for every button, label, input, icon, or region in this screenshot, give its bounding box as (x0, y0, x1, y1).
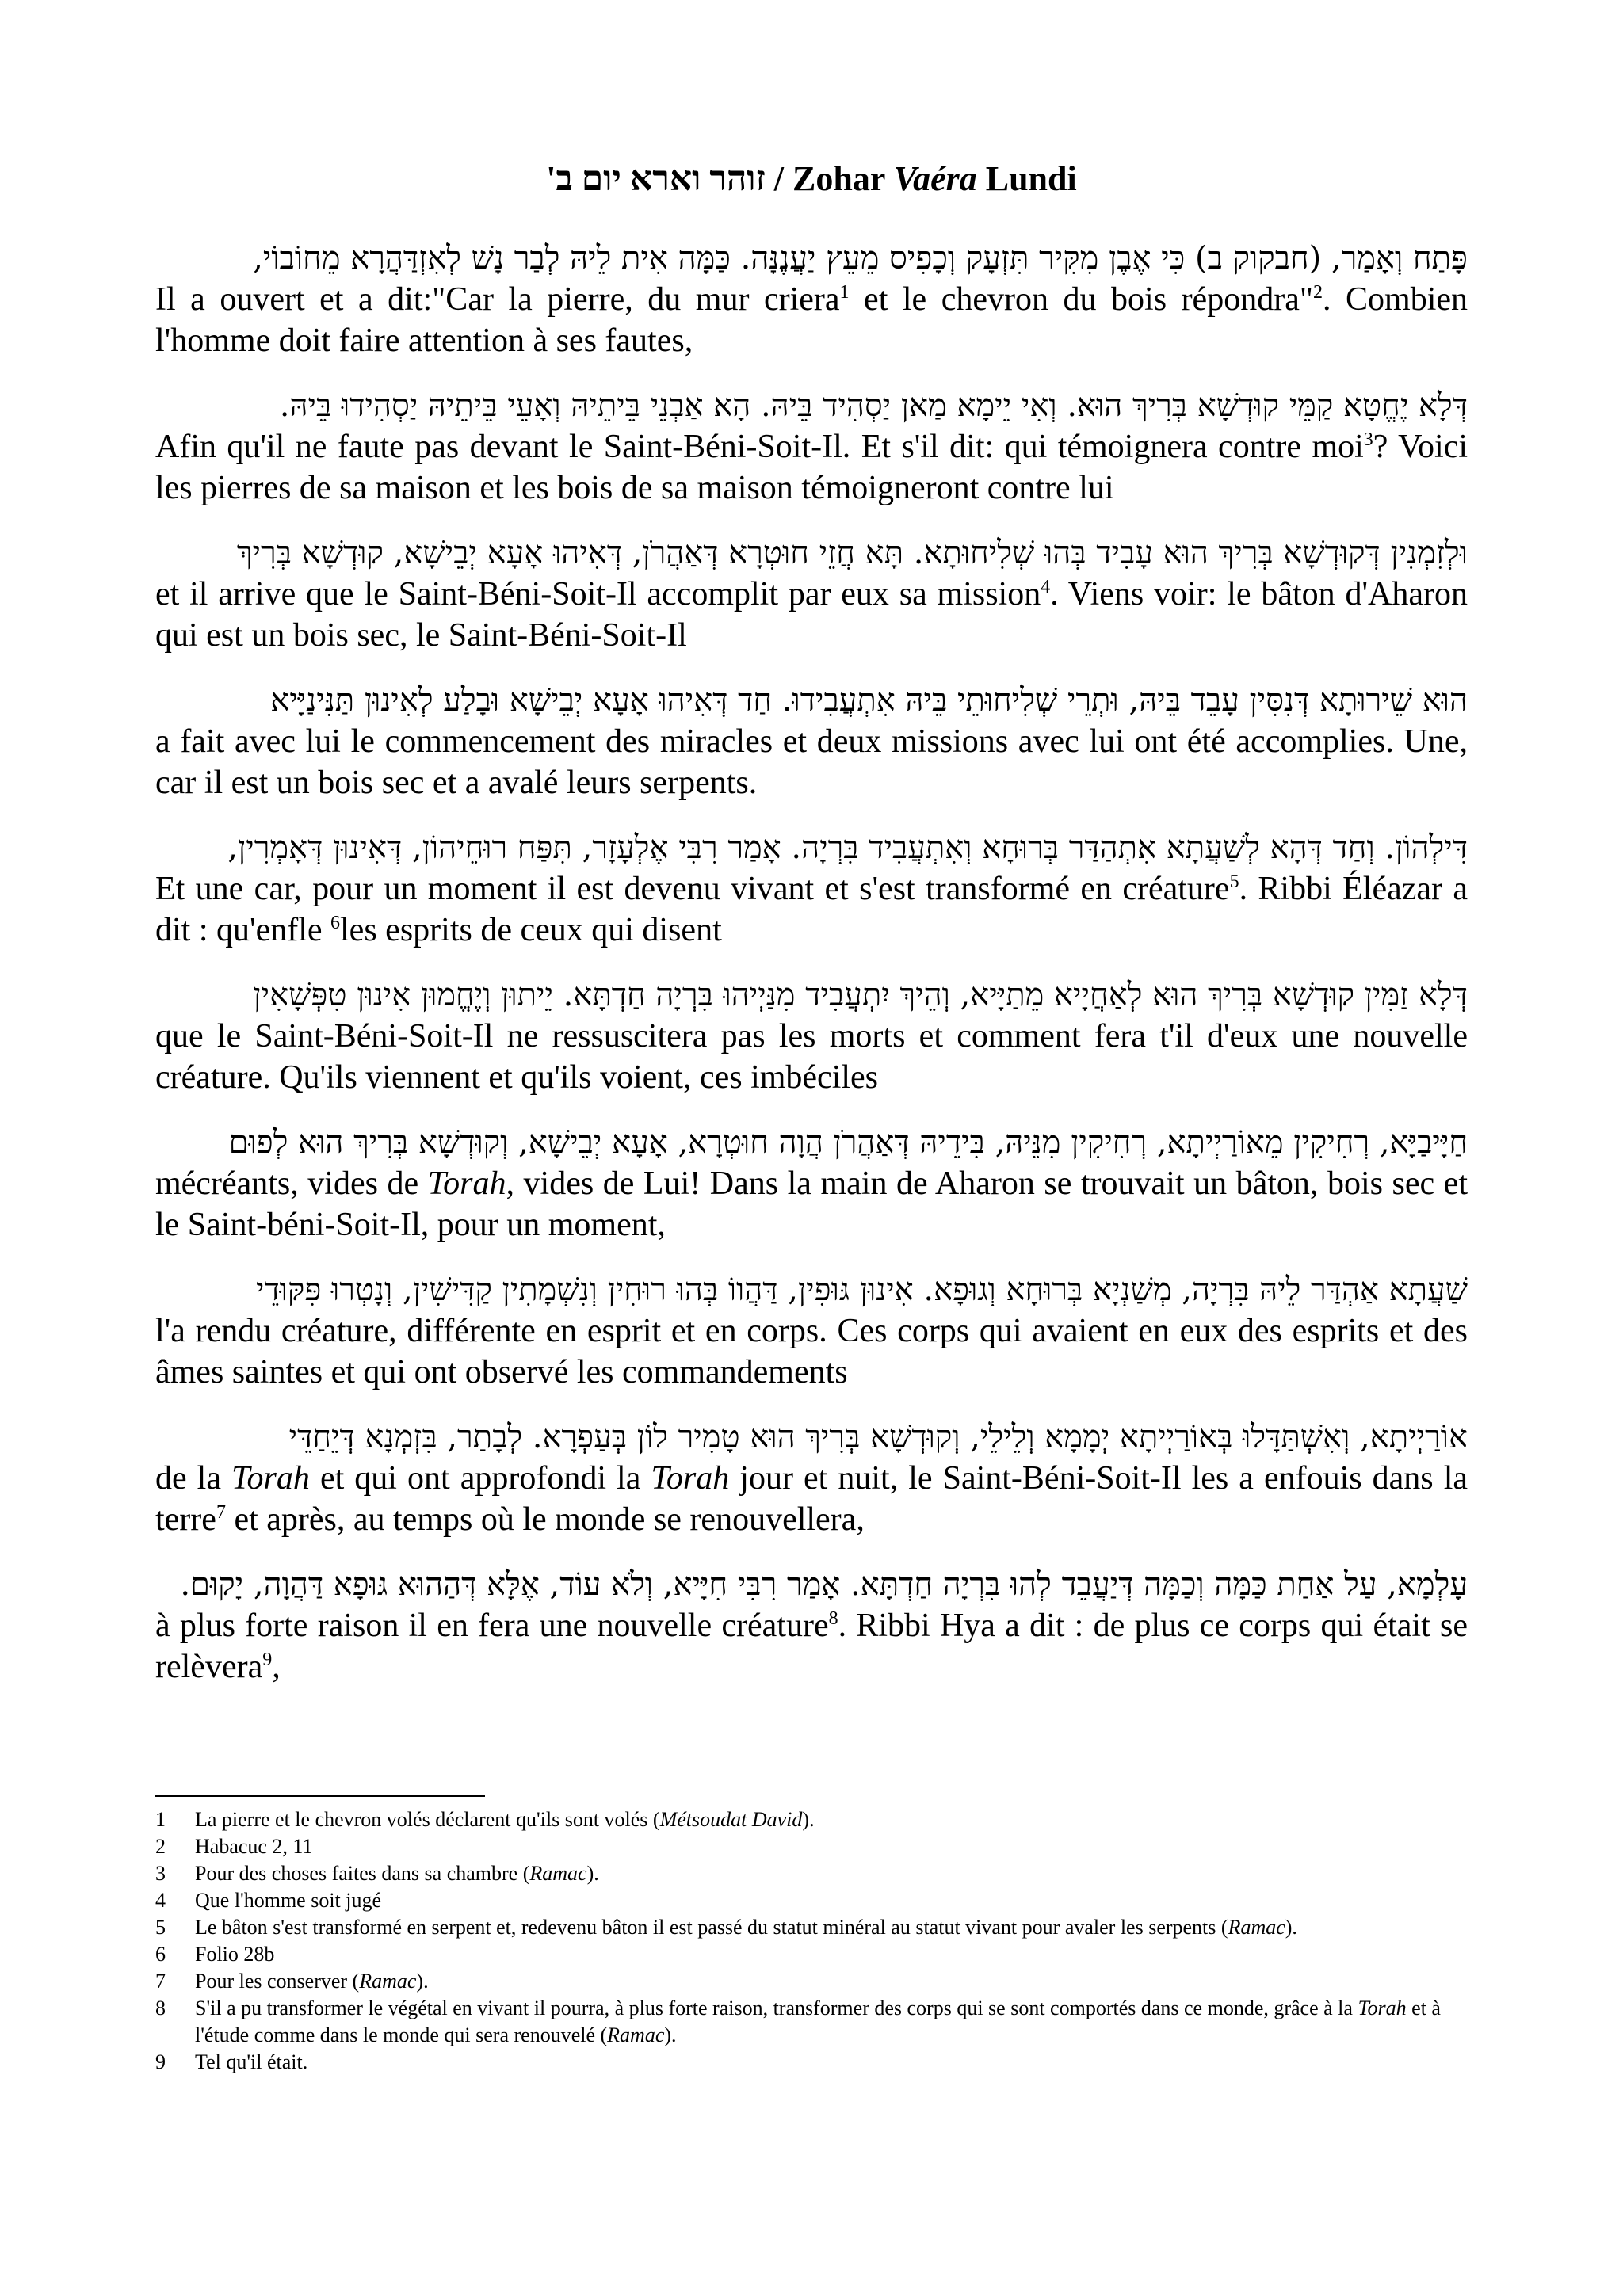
footnote-ref: 6 (330, 913, 341, 933)
title-separator: / (765, 159, 793, 198)
text-run: Pour des choses faites dans sa chambre ( (195, 1862, 530, 1885)
title-vaera: Vaéra (893, 159, 977, 198)
text-run: de la (155, 1460, 232, 1497)
text-body (155, 238, 1468, 1711)
hebrew-line: עָלְמָא, עַל אַחַת כַּמָּה וְכַמָּה דְּיַעֲבֵד לְהוּ בִּרְיָה חַדְתָּא. אָמַר רִבִּי חִיָּיא, וְלֹא עוֹד, אֶלָּא דְּהַהוּא גּוּפָא דַּהֲוָה, יָקוּם. (180, 1566, 1468, 1603)
text-run: Pour les conserver ( (195, 1970, 360, 1993)
paragraph-block (155, 974, 1468, 1098)
text-run: , (272, 1649, 281, 1685)
hebrew-line: הוּא שֵׁירוּתָא דְּנִסִּין עָבֵד בֵּיהּ, וּתְרֵי שְׁלִיחוּתֵי בֵּיהּ אִתְעֲבִידוּ. חַד דְּאִיהוּ אָעָא יְבֵישָׁא וּבָלַע לְאִינוּן תַּנִּינַיָּיא (270, 682, 1468, 719)
footnotes (155, 1806, 1468, 2076)
footnote (155, 1860, 1468, 1887)
text-run: ). (1285, 1916, 1297, 1939)
footnote-number: 7 (155, 1970, 166, 1993)
paragraph-block (155, 1122, 1468, 1245)
text-run: et il arrive que le Saint-Béni-Soit-Il accomplit par eux sa mission (155, 576, 1041, 612)
french-translation (155, 868, 1468, 951)
text-run: Tel qu'il était. (195, 2050, 308, 2073)
text-run: l'a rendu créature, différente en esprit et en corps. Ces corps qui avaient en eux des esprits et des âmes saintes et qui ont observé les commandements (155, 1313, 1468, 1390)
footnote (155, 1995, 1468, 2049)
hebrew-line: וּלְזִמְנִין דְּקוּדְשָׁא בְּרִיךְ הוּא עָבִיד בְּהוּ שְׁלִיחוּתָא. תָּא חֲזֵי חוּטְרָא דְּאַהֲרֹן, דְּאִיהוּ אָעָא יְבֵישָׁא, קוּדְשָׁא בְּרִיךְ (236, 535, 1468, 571)
italic-term: Ramac (1228, 1916, 1285, 1939)
footnote-text (195, 2049, 1468, 2076)
text-run: ). (416, 1970, 429, 1993)
hebrew-line: אוֹרַיְיתָא, וְאִשְׁתַּדָּלוּ בְּאוֹרַיְיתָא יְמָמָא וְלֵילֵי, וְקוּדְשָׁא בְּרִיךְ הוּא טָמִיר לוֹן בְּעַפְרָא. לְבָתַר, בִּזְמְנָא דְּיֵחַדֵּי (288, 1419, 1468, 1455)
footnote (155, 1833, 1468, 1860)
footnote-ref: 2 (1312, 282, 1323, 303)
text-run: mécréants, vides de (155, 1165, 428, 1202)
french-translation (155, 279, 1468, 361)
text-run: . Ribbi Hya a dit : de plus ce corps qui était se relèvera (155, 1608, 1468, 1685)
paragraph-block (155, 1269, 1468, 1393)
footnote-ref: 9 (262, 1650, 273, 1670)
footnote-text (195, 1887, 1468, 1914)
paragraph-block (155, 532, 1468, 656)
french-translation (155, 574, 1468, 656)
french-translation (155, 1458, 1468, 1540)
french-translation (155, 1163, 1468, 1245)
text-run: La pierre et le chevron volés déclarent qu'ils sont volés ( (195, 1808, 660, 1831)
hebrew-line: שַׁעֲתָא אַהְדַּר לֵיהּ בִּרְיָה, מְשַׁנְיָא בְּרוּחָא וְגוּפָא. אִינוּן גּוּפִין, דַּהֲווֹ בְּהוּ רוּחִין וְנִשְׁמָתִין קַדִּישִׁין, וְנָטְרוּ פִּקּוּדֵי (255, 1272, 1468, 1308)
text-run: Le bâton s'est transformé en serpent et, redevenu bâton il est passé du statut minéral au statut vivant pour avaler les serpents ( (195, 1916, 1228, 1939)
text-run: et qui ont approfondi la (309, 1460, 651, 1497)
italic-term: Ramac (359, 1970, 417, 1993)
hebrew-line: פָּתַח וְאָמַר, (חבקוק ב) כִּי אֶבֶן מִקִּיר תִּזְעָק וְכָפִיס מֵעֵץ יַעֲנֶנָּה. כַּמָּה אִית לֵיהּ לְבַר נָשׁ לְאִזְדַּהֲרָא מֵחוֹבוֹי, (253, 240, 1468, 277)
italic-term: Torah (427, 1165, 506, 1202)
italic-term: Torah (1358, 1997, 1407, 2019)
paragraph-block (155, 1417, 1468, 1540)
paragraph-block (155, 827, 1468, 951)
hebrew-line: דְּלָא זַמִּין קוּדְשָׁא בְּרִיךְ הוּא לְאַחֲיָיא מֵתַיָּיא, וְהֵיךְ יִתְעֲבִיד מִנַּיְיהוּ בִּרְיָה חַדְתָּא. יֵיתוּן וְיֶחֱמוּן אִינוּן טִפְּשָׁאִין (253, 977, 1468, 1013)
paragraph-block (155, 385, 1468, 509)
text-run: ). (664, 2023, 677, 2046)
italic-term: Ramac (529, 1862, 587, 1885)
french-translation (155, 1016, 1468, 1098)
footnote-text (195, 1968, 1468, 1995)
text-run: Et une car, pour un moment il est devenu vivant et s'est transformé en créature (155, 871, 1230, 907)
text-run: Il a ouvert et a dit:"Car la pierre, du mur criera (155, 281, 840, 318)
footnote-number: 4 (155, 1889, 166, 1912)
text-run: ). (802, 1808, 815, 1831)
text-run: les esprits de ceux qui disent (340, 912, 722, 948)
paragraph-block (155, 1564, 1468, 1688)
footnote-number: 6 (155, 1943, 166, 1966)
italic-term: Ramac (607, 2023, 665, 2046)
hebrew-line: חַיָּיבַיָּא, רְחִיקִין מֵאוֹרַיְיתָא, רְחִיקִין מִנֵּיהּ, בִּידֵיהּ דְּאַהֲרֹן הֲוָה חוּטְרָא, אָעָא יְבֵישָׁא, וְקוּדְשָׁא בְּרִיךְ הוּא לְפוּם (228, 1124, 1468, 1161)
footnote-text (195, 1914, 1468, 1941)
text-run: ? Voici les pierres de sa maison et les bois de sa maison témoigneront contre lui (155, 429, 1468, 506)
french-translation (155, 1310, 1468, 1393)
footnote-number: 8 (155, 1997, 166, 2019)
footnote-ref: 5 (1229, 871, 1239, 892)
text-run: Que l'homme soit jugé (195, 1889, 382, 1912)
text-run: jour et nuit, le Saint-Béni-Soit-Il les a enfouis dans la terre (155, 1460, 1468, 1538)
footnote-number: 1 (155, 1808, 166, 1831)
footnote (155, 2049, 1468, 2076)
title-lundi: Lundi (976, 159, 1077, 198)
italic-term: Métsoudat David (659, 1808, 803, 1831)
italic-term: Torah (651, 1460, 730, 1497)
text-run: et à l'étude comme dans le monde qui sera renouvelé ( (195, 1997, 1441, 2046)
footnote-ref: 1 (839, 282, 850, 303)
footnote (155, 1887, 1468, 1914)
footnote-number: 2 (155, 1835, 166, 1858)
text-run: , vides de Lui! Dans la main de Aharon se trouvait un bâton, bois sec et le Saint-béni-Soit-Il, pour un moment, (155, 1165, 1468, 1243)
italic-term: Torah (231, 1460, 310, 1497)
text-run: et le chevron du bois répondra" (849, 281, 1313, 318)
text-run: et après, au temps où le monde se renouvellera, (225, 1501, 865, 1538)
text-run: . Viens voir: le bâton d'Aharon qui est un bois sec, le Saint-Béni-Soit-Il (155, 576, 1468, 654)
footnote-text (195, 1860, 1468, 1887)
footnote-text (195, 1833, 1468, 1860)
footnote-text (195, 1995, 1468, 2049)
footnote-number: 5 (155, 1916, 166, 1939)
hebrew-line: דִּילְהוֹן. וְחַד דְּהָא לְשַׁעֲתָא אִתְהַדַּר בְּרוּחָא וְאִתְעֲבִיד בִּרְיָה. אָמַר רִבִּי אֶלְעָזָר, תִּפַּח רוּחֵיהוֹן, דְּאִינוּן דְּאָמְרִין, (227, 830, 1468, 866)
french-translation (155, 1605, 1468, 1688)
paragraph-block (155, 680, 1468, 803)
text-run: Habacuc 2, 11 (195, 1835, 313, 1858)
text-run: Folio 28b (195, 1943, 275, 1966)
footnote-ref: 3 (1363, 429, 1373, 450)
text-run: que le Saint-Béni-Soit-Il ne ressuscitera pas les morts et comment fera t'il d'eux une nouvelle créature. Qu'ils viennent et qu'ils voient, ces imbéciles (155, 1018, 1468, 1096)
title-hebrew: זוהר וארא יום ב' (546, 159, 766, 198)
hebrew-line: דְּלָא יֶחֱטָא קַמֵּי קוּדְשָׁא בְּרִיךְ הוּא. וְאִי יֵימָא מַאן יַסְהִיד בֵּיהּ. הָא אַבְנֵי בֵּיתֵיהּ וְאָעֵי בֵּיתֵיהּ יַסְהִידוּ בֵּיהּ. (279, 387, 1468, 424)
text-run: ). (586, 1862, 599, 1885)
text-run: S'il a pu transformer le végétal en vivant il pourra, à plus forte raison, transformer des corps qui se sont comportés dans ce monde, grâce à la (195, 1997, 1358, 2019)
footnote (155, 1941, 1468, 1968)
paragraph-block (155, 238, 1468, 361)
footnote-ref: 7 (216, 1502, 226, 1523)
footnote-text (195, 1941, 1468, 1968)
text-run: . Combien l'homme doit faire attention à ses fautes, (155, 281, 1468, 359)
text-run: . Ribbi Éléazar a dit : qu'enfle (155, 871, 1468, 948)
footnote-text (195, 1806, 1468, 1833)
footnote-ref: 4 (1041, 577, 1051, 597)
page-title (0, 157, 1623, 201)
text-run: à plus forte raison il en fera une nouvelle créature (155, 1608, 829, 1644)
french-translation (155, 721, 1468, 803)
title-zohar: Zohar (792, 159, 894, 198)
footnote (155, 1806, 1468, 1833)
footnote-number: 9 (155, 2050, 166, 2073)
french-translation (155, 426, 1468, 509)
text-run: Afin qu'il ne faute pas devant le Saint-Béni-Soit-Il. Et s'il dit: qui témoignera contre moi (155, 429, 1364, 465)
footnote-ref: 8 (828, 1608, 838, 1629)
footnote (155, 1968, 1468, 1995)
footnote-separator (155, 1795, 485, 1797)
footnote (155, 1914, 1468, 1941)
footnote-number: 3 (155, 1862, 166, 1885)
text-run: a fait avec lui le commencement des miracles et deux missions avec lui ont été accomplies. Une, car il est un bois sec et a avalé leurs serpents. (155, 723, 1468, 801)
